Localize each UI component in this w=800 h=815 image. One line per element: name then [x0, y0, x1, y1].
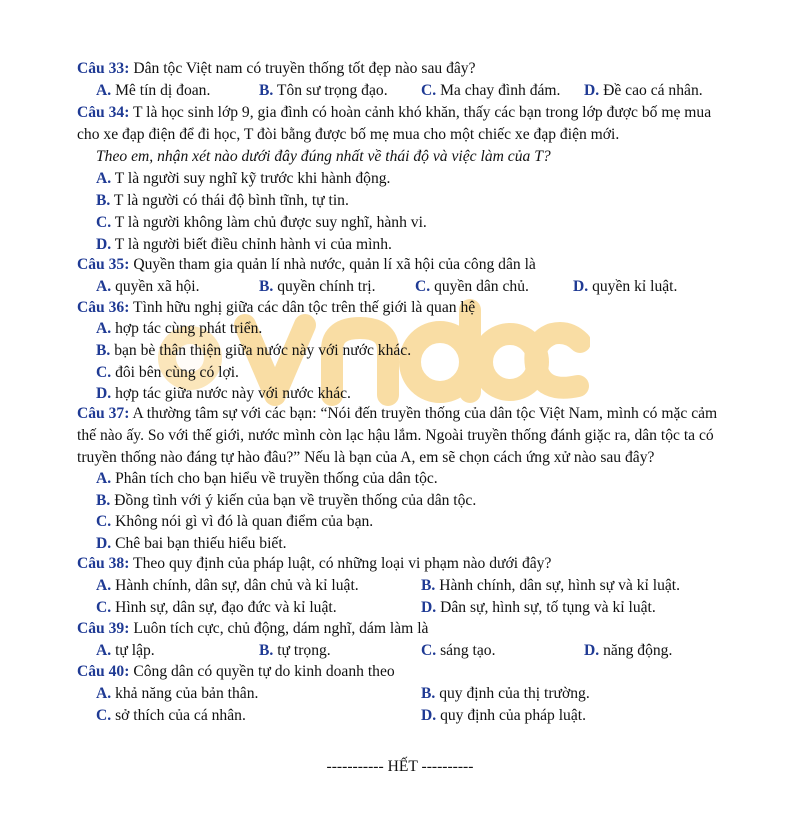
option-label: D.: [96, 385, 112, 402]
option-a[interactable]: [0, 468, 800, 490]
question-34-prompt: [0, 146, 800, 168]
question-text: Luôn tích cực, chủ động, dám nghĩ, dám làm là: [129, 620, 429, 637]
option-label: B.: [259, 82, 274, 99]
option-text: Mê tín dị đoan.: [111, 82, 211, 99]
option-text: quyền kỉ luật.: [588, 278, 678, 295]
question-label: Câu 33:: [77, 60, 130, 77]
question-text: thế nào ấy. So với thế giới, nước mình còn lạc hậu lắm. Ngoài truyền thống đánh giặc ra, dân tộc ta có: [77, 427, 714, 444]
option-label: D.: [573, 278, 589, 295]
question-40-options-row2: [0, 705, 800, 727]
question-text: truyền thống nào đáng tự hào đâu?” Nếu là bạn của A, em sẽ chọn cách ứng xử nào sau đây?: [77, 449, 655, 466]
option-label: D.: [96, 236, 112, 253]
option-b[interactable]: [259, 640, 331, 662]
option-label: C.: [96, 599, 112, 616]
option-label: C.: [421, 642, 437, 659]
option-label: B.: [259, 278, 274, 295]
option-text: T là người có thái độ bình tĩnh, tự tin.: [110, 192, 349, 209]
question-text: T là học sinh lớp 9, gia đình có hoàn cảnh khó khăn, thấy các bạn trong lớp được bố mẹ mua: [129, 104, 712, 121]
option-label: D.: [421, 599, 437, 616]
option-label: D.: [96, 535, 112, 552]
question-35-options: [0, 276, 800, 298]
option-c[interactable]: [0, 511, 800, 533]
option-text: Chê bai bạn thiếu hiểu biết.: [111, 535, 287, 552]
option-d[interactable]: [0, 383, 800, 405]
option-text: sở thích của cá nhân.: [111, 707, 246, 724]
option-c[interactable]: [96, 705, 246, 727]
end-marker: ----------- HẾT ----------: [326, 758, 474, 775]
option-d[interactable]: [0, 234, 800, 256]
option-label: A.: [96, 82, 112, 99]
option-a[interactable]: [0, 318, 800, 340]
question-text: Quyền tham gia quản lí nhà nước, quản lí xã hội của công dân là: [129, 256, 536, 273]
question-40: [0, 661, 800, 683]
option-b[interactable]: [259, 276, 376, 298]
option-text: đôi bên cùng có lợi.: [111, 364, 239, 381]
question-text: Theo quy định của pháp luật, có những loại vi phạm nào dưới đây?: [129, 555, 552, 572]
question-37: [0, 403, 800, 425]
option-text: khả năng của bản thân.: [111, 685, 259, 702]
option-d[interactable]: [421, 597, 656, 619]
option-text: hợp tác giữa nước này với nước khác.: [111, 385, 351, 402]
option-d[interactable]: [573, 276, 677, 298]
option-label: B.: [421, 577, 436, 594]
question-37-continued: [0, 425, 800, 447]
option-c[interactable]: [0, 212, 800, 234]
option-text: Hành chính, dân sự, hình sự và kỉ luật.: [435, 577, 681, 594]
option-label: D.: [584, 82, 600, 99]
option-c[interactable]: [415, 276, 529, 298]
option-d[interactable]: [421, 705, 586, 727]
option-b[interactable]: [421, 575, 680, 597]
option-b[interactable]: [0, 190, 800, 212]
question-33-options: [0, 80, 800, 102]
option-c[interactable]: [421, 640, 496, 662]
option-label: B.: [96, 192, 111, 209]
question-text: Công dân có quyền tự do kinh doanh theo: [129, 663, 395, 680]
question-text: cho xe đạp điện để đi học, T đòi bằng được bố mẹ mua cho một chiếc xe đạp điện mới.: [77, 126, 620, 143]
option-label: C.: [96, 513, 112, 530]
option-label: C.: [421, 82, 437, 99]
option-c[interactable]: [0, 362, 800, 384]
option-text: Ma chay đình đám.: [436, 82, 561, 99]
option-text: quy định của pháp luật.: [436, 707, 587, 724]
option-a[interactable]: [96, 276, 200, 298]
option-text: hợp tác cùng phát triển.: [111, 320, 263, 337]
question-label: Câu 40:: [77, 663, 130, 680]
option-text: tự lập.: [111, 642, 155, 659]
option-label: C.: [415, 278, 431, 295]
option-label: D.: [421, 707, 437, 724]
option-label: A.: [96, 278, 112, 295]
option-label: A.: [96, 320, 112, 337]
option-label: A.: [96, 170, 112, 187]
option-label: B.: [96, 342, 111, 359]
option-a[interactable]: [96, 640, 155, 662]
option-label: B.: [259, 642, 274, 659]
option-text: Hành chính, dân sự, dân chủ và kỉ luật.: [111, 577, 359, 594]
option-a[interactable]: [96, 575, 359, 597]
question-label: Câu 38:: [77, 555, 130, 572]
question-37-continued: [0, 447, 800, 469]
option-label: B.: [421, 685, 436, 702]
option-b[interactable]: [0, 490, 800, 512]
option-c[interactable]: [96, 597, 337, 619]
question-36: [0, 297, 800, 319]
option-text: Hình sự, dân sự, đạo đức và kỉ luật.: [111, 599, 337, 616]
option-text: Đề cao cá nhân.: [599, 82, 703, 99]
question-label: Câu 34:: [77, 104, 130, 121]
question-38-options-row1: [0, 575, 800, 597]
question-39-options: [0, 640, 800, 662]
option-text: năng động.: [599, 642, 673, 659]
option-a[interactable]: [96, 683, 258, 705]
question-text: A thường tâm sự với các bạn: “Nói đến truyền thống của dân tộc Việt Nam, mình có mặc cảm: [129, 405, 718, 422]
question-38-options-row2: [0, 597, 800, 619]
option-label: A.: [96, 685, 112, 702]
option-text: Tôn sư trọng đạo.: [273, 82, 388, 99]
option-text: bạn bè thân thiện giữa nước này với nước khác.: [110, 342, 412, 359]
option-text: T là người biết điều chỉnh hành vi của mình.: [111, 236, 392, 253]
option-text: Dân sự, hình sự, tố tụng và kỉ luật.: [436, 599, 656, 616]
option-label: C.: [96, 214, 112, 231]
question-38: [0, 553, 800, 575]
option-d[interactable]: [584, 80, 703, 102]
question-39: [0, 618, 800, 640]
question-label: Câu 39:: [77, 620, 130, 637]
option-d[interactable]: [0, 533, 800, 555]
option-text: tự trọng.: [273, 642, 331, 659]
option-text: sáng tạo.: [436, 642, 496, 659]
question-label: Câu 36:: [77, 299, 130, 316]
option-text: T là người suy nghĩ kỹ trước khi hành động.: [111, 170, 391, 187]
option-label: C.: [96, 707, 112, 724]
question-35: [0, 254, 800, 276]
option-text: Không nói gì vì đó là quan điểm của bạn.: [111, 513, 374, 530]
question-prompt: Theo em, nhận xét nào dưới đây đúng nhất về thái độ và việc làm của T?: [96, 148, 551, 165]
option-c[interactable]: [421, 80, 560, 102]
option-text: Phân tích cho bạn hiểu về truyền thống của dân tộc.: [111, 470, 438, 487]
option-b[interactable]: [259, 80, 388, 102]
option-text: quyền chính trị.: [273, 278, 376, 295]
option-label: A.: [96, 642, 112, 659]
option-text: Đồng tình với ý kiến của bạn về truyền thống của dân tộc.: [110, 492, 477, 509]
option-text: T là người không làm chủ được suy nghĩ, hành vi.: [111, 214, 427, 231]
option-label: D.: [584, 642, 600, 659]
option-label: C.: [96, 364, 112, 381]
option-text: quyền dân chủ.: [430, 278, 529, 295]
question-label: Câu 35:: [77, 256, 130, 273]
question-33: [0, 58, 800, 80]
option-label: A.: [96, 577, 112, 594]
question-40-options-row1: [0, 683, 800, 705]
option-b[interactable]: [0, 340, 800, 362]
question-text: Dân tộc Việt nam có truyền thống tốt đẹp nào sau đây?: [129, 60, 476, 77]
option-label: A.: [96, 470, 112, 487]
option-label: B.: [96, 492, 111, 509]
option-text: quy định của thị trường.: [435, 685, 590, 702]
question-label: Câu 37:: [77, 405, 130, 422]
option-d[interactable]: [584, 640, 672, 662]
question-34: [0, 102, 800, 124]
option-a[interactable]: [0, 168, 800, 190]
question-text: Tình hữu nghị giữa các dân tộc trên thế giới là quan hệ: [129, 299, 476, 316]
option-text: quyền xã hội.: [111, 278, 200, 295]
option-b[interactable]: [421, 683, 590, 705]
option-a[interactable]: [96, 80, 210, 102]
question-34-continued: [0, 124, 800, 146]
